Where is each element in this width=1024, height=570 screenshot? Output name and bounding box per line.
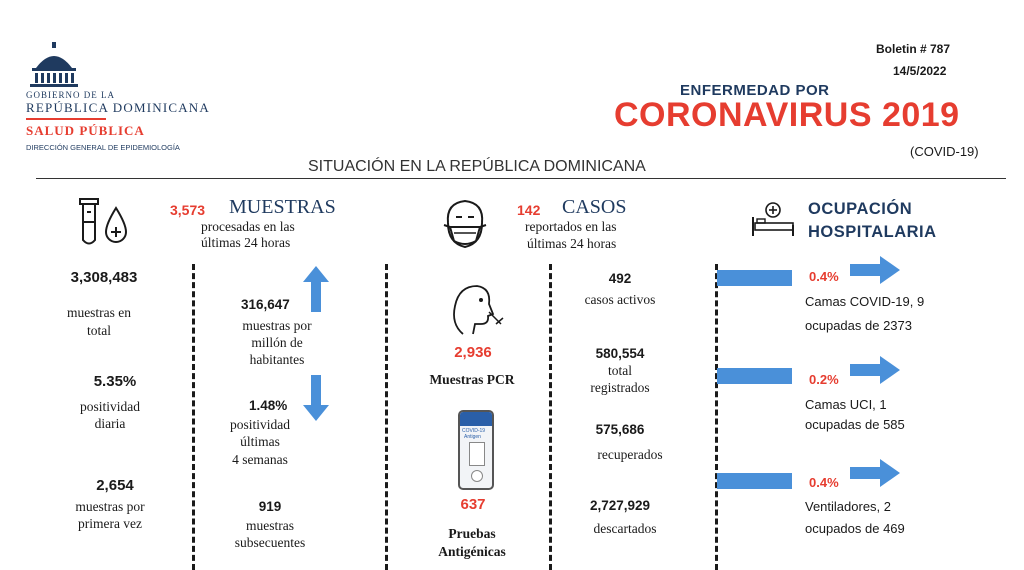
gov-line1: GOBIERNO DE LA (26, 90, 115, 100)
per-million-value: 316,647 (241, 297, 290, 312)
government-logo (24, 42, 284, 157)
ministry-name: SALUD PÚBLICA (26, 123, 145, 138)
occupancy-line2-covid: ocupadas de 2373 (805, 318, 912, 333)
muestras-total-value: 3,308,483 (70, 269, 138, 286)
subsequent-label2: subsecuentes (234, 535, 306, 550)
per-million-label3: habitantes (249, 352, 305, 367)
pos-4w-label2: últimas (240, 434, 280, 449)
casos-count-24h: 142 (517, 202, 541, 218)
antigen-test-text2: Antigen (464, 434, 481, 440)
total-cases-label2: registrados (590, 380, 650, 395)
muestras-total-label1: muestras en (66, 305, 132, 320)
antigen-test-icon (458, 410, 494, 490)
pos-daily-label2: diaria (94, 416, 126, 431)
muestras-sub1: procesadas en las (201, 219, 295, 234)
arrow-right-icon (850, 356, 900, 384)
pcr-value: 2,936 (454, 344, 492, 361)
hospital-bed-icon (750, 201, 796, 237)
occupancy-line1-uci: Camas UCI, 1 (805, 397, 887, 412)
subsequent-label1: muestras (246, 518, 294, 533)
recovered-value: 575,686 (595, 422, 645, 437)
arrow-right-icon (850, 459, 900, 487)
casos-sub2: últimas 24 horas (527, 236, 617, 251)
first-time-value: 2,654 (96, 477, 134, 494)
page-title (614, 96, 960, 135)
antigen-test-window (469, 442, 485, 466)
antigen-label2: Antigénicas (438, 544, 506, 559)
active-label: casos activos (584, 292, 656, 307)
antigen-test-top-band (460, 412, 492, 426)
column-divider-1 (192, 264, 195, 570)
antigen-label1: Pruebas (448, 526, 496, 541)
subsequent-value: 919 (258, 499, 282, 514)
bulletin-date: 14/5/2022 (893, 64, 947, 78)
occupancy-pct-ventilators: 0.4% (809, 475, 839, 490)
occupancy-pct-covid: 0.4% (809, 269, 839, 284)
occupancy-line1-covid: Camas COVID-19, 9 (805, 294, 925, 309)
muestras-total-label2: total (87, 323, 111, 338)
discarded-label: descartados (593, 521, 657, 536)
occupancy-line2-ventilators: ocupados de 469 (805, 521, 905, 536)
title-year: 2019 (881, 96, 960, 134)
header-rule (36, 178, 1006, 179)
pos-daily-label1: positividad (80, 399, 140, 414)
hospital-title1: OCUPACIÓN (808, 200, 913, 218)
title-big: CORONAVIRUS (614, 96, 872, 134)
antigen-value: 637 (460, 496, 486, 513)
government-seal-icon (28, 42, 80, 88)
occupancy-line2-uci: ocupadas de 585 (805, 417, 905, 432)
pcr-label: Muestras PCR (429, 372, 515, 387)
per-million-label2: millón de (251, 335, 303, 350)
first-time-label1: muestras por (75, 499, 145, 514)
muestras-title: MUESTRAS (229, 196, 336, 218)
occupancy-line1-ventilators: Ventiladores, 2 (805, 499, 892, 514)
antigen-test-text1: COVID-19 (462, 428, 486, 434)
nasal-swab-icon (445, 280, 505, 338)
situation-title: SITUACIÓN EN LA REPÚBLICA DOMINICANA (308, 158, 646, 175)
title-sub: (COVID-19) (910, 144, 979, 159)
discarded-value: 2,727,929 (589, 498, 651, 513)
casos-title: CASOS (562, 196, 627, 218)
pos-daily-value: 5.35% (93, 373, 137, 390)
total-cases-label1: total (608, 363, 632, 378)
pos-4w-label1: positividad (230, 417, 290, 432)
muestras-count-24h: 3,573 (170, 202, 206, 218)
occupancy-bar-uci (717, 368, 792, 384)
arrow-right-icon (850, 256, 900, 284)
per-million-label1: muestras por (242, 318, 312, 333)
occupancy-bar-covid (717, 270, 792, 286)
direction-name: DIRECCIÓN GENERAL DE EPIDEMIOLOGÍA (26, 143, 180, 152)
antigen-test-well (471, 470, 483, 482)
occupancy-pct-uci: 0.2% (809, 372, 839, 387)
total-cases-value: 580,554 (595, 346, 645, 361)
column-divider-3 (549, 264, 552, 570)
arrow-down-icon (303, 375, 329, 421)
column-divider-2 (385, 264, 388, 570)
blood-drop-icon (102, 206, 130, 246)
pos-4w-label3: 4 semanas (232, 452, 288, 467)
column-divider-4 (715, 264, 718, 570)
hospital-title2: HOSPITALARIA (808, 223, 937, 241)
mask-face-icon (440, 197, 490, 251)
active-value: 492 (608, 271, 632, 286)
title-small: ENFERMEDAD POR (680, 82, 830, 99)
occupancy-bar-ventilators (717, 473, 792, 489)
recovered-label: recuperados (597, 447, 663, 462)
gov-line2: REPÚBLICA DOMINICANA (26, 100, 210, 115)
bulletin-number: Boletin # 787 (876, 42, 951, 56)
arrow-up-icon (303, 266, 329, 312)
first-time-label2: primera vez (77, 516, 143, 531)
test-tube-icon (78, 198, 100, 248)
muestras-sub2: últimas 24 horas (201, 235, 291, 250)
casos-sub1: reportados en las (525, 219, 617, 234)
pos-4w-value: 1.48% (249, 398, 288, 413)
logo-divider (26, 118, 106, 120)
